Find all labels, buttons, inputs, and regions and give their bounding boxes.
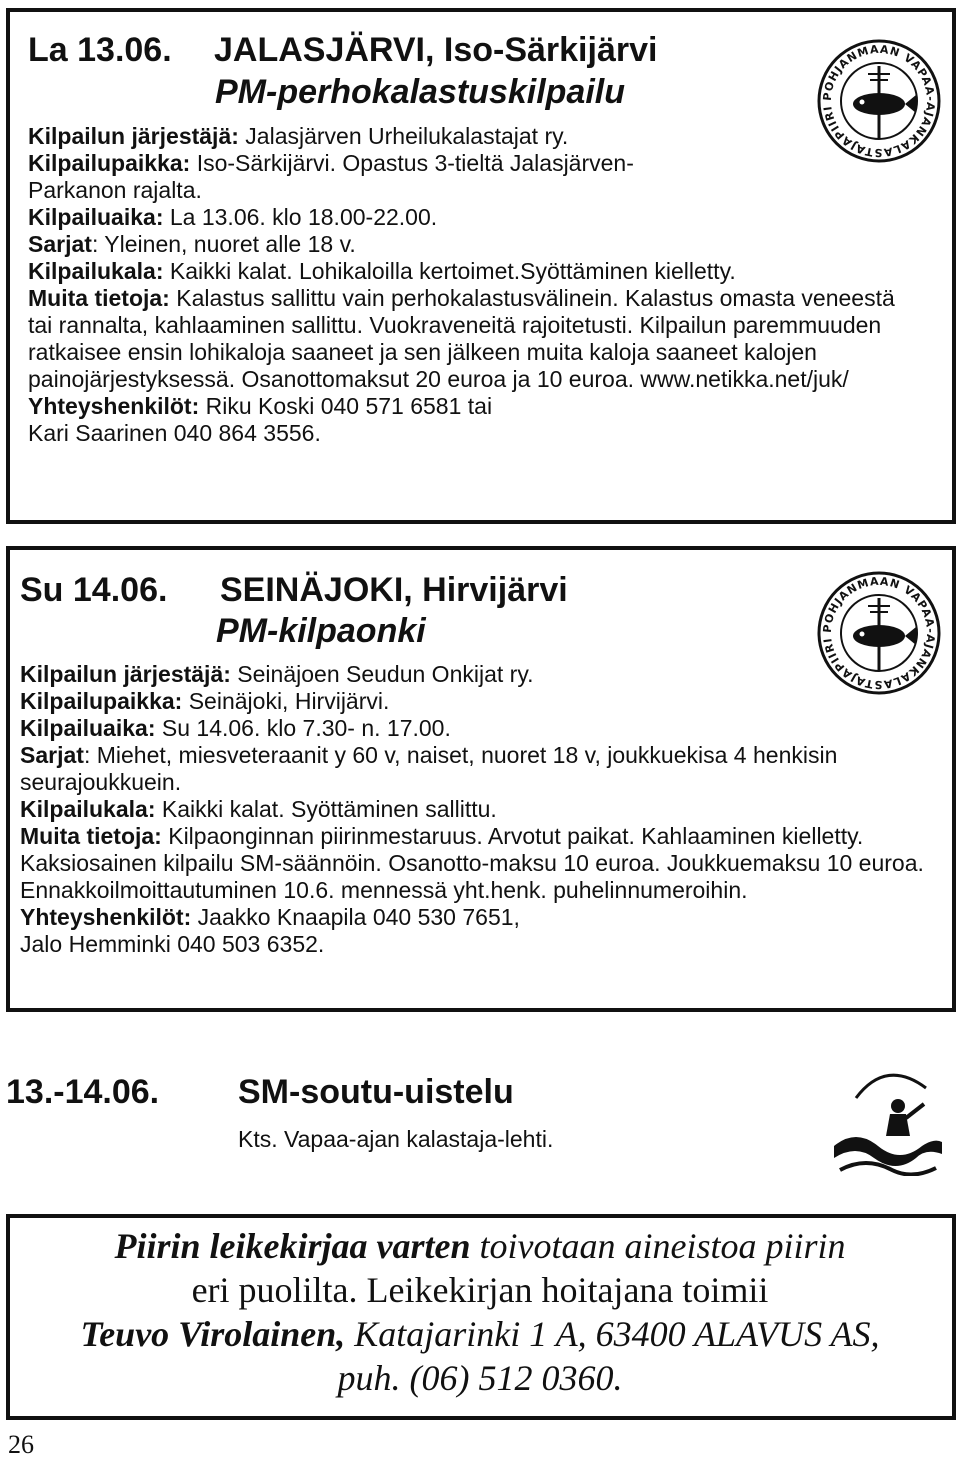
- other-info-value: Kilpaonginnan piirinmestaruus. Arvotut paikat. Kahlaaminen kielletty. Kaksiosainen kilpailu SM-säännöin. Osanotto-maksu 10 euroa. Joukkuemaksu 10 euroa. Ennakkoilmoittautuminen 10.6. mennessä yht.henk. puhelinnumeroihin.: [20, 823, 924, 903]
- trolling-fisherman-icon: [826, 1058, 944, 1176]
- event-note: Kts. Vapaa-ajan kalastaja-lehti.: [238, 1126, 554, 1152]
- time-value: La 13.06. klo 18.00-22.00.: [163, 204, 438, 230]
- fish-label: Kilpailukala:: [20, 796, 156, 822]
- other-info-label: Muita tietoja:: [28, 285, 170, 311]
- event-subtitle: PM-kilpaonki: [216, 612, 426, 650]
- time-label: Kilpailuaika:: [28, 204, 164, 230]
- series-label: Sarjat: [20, 742, 84, 768]
- event-date: Su 14.06.: [20, 571, 168, 609]
- fish-value: Kaikki kalat. Syöttäminen sallittu.: [155, 796, 497, 822]
- contact-name: Teuvo Virolainen,: [80, 1314, 346, 1354]
- contact-address: Katajarinki 1 A, 63400 ALAVUS AS,: [345, 1314, 880, 1354]
- contacts-value-cont: Kari Saarinen 040 864 3556.: [28, 420, 321, 446]
- series-value: : Yleinen, nuoret alle 18 v.: [91, 231, 356, 257]
- clipbook-notice: [20, 1224, 940, 1400]
- venue-value-cont: Parkanon rajalta.: [28, 177, 202, 203]
- organizer-label: Kilpailun järjestäjä:: [20, 661, 231, 687]
- event-date: La 13.06.: [28, 31, 172, 69]
- contact-phone: puh. (06) 512 0360.: [337, 1358, 623, 1398]
- organizer-value: Jalasjärven Urheilukalastajat ry.: [238, 123, 569, 149]
- svg-text:POHJANMAAN VAPAA-AJANKALASTAJA: POHJANMAAN VAPAA-AJANKALASTAJAPIIRI: [820, 42, 938, 160]
- venue-label: Kilpailupaikka:: [20, 688, 183, 714]
- notice-text: eri puolilta. Leikekirjan hoitajana toimii: [191, 1270, 769, 1310]
- event-subtitle: PM-perhokalastuskilpailu: [215, 73, 625, 111]
- series-label: Sarjat: [28, 231, 92, 257]
- page-number: 26: [8, 1430, 34, 1459]
- other-info-value: Kalastus sallittu vain perhokalastusvälinein. Kalastus omasta veneestä tai rannalta, kahlaaminen sallittu. Vuokraveneitä rajoitetusti. Kilpailun paremmuuden ratkaisee ensin lohikaloja saaneet ja sen jälkeen muita kaloja saaneet kalojen painojärjestyksessä. Osanottomaksut 20 euroa ja 10 euroa. www.netikka.net/juk/: [28, 285, 895, 392]
- time-value: Su 14.06. klo 7.30- n. 17.00.: [155, 715, 451, 741]
- organizer-label: Kilpailun järjestäjä:: [28, 123, 239, 149]
- event-details: [28, 123, 908, 447]
- fish-label: Kilpailukala:: [28, 258, 164, 284]
- event-title: [28, 30, 657, 70]
- venue-value: Iso-Särkijärvi. Opastus 3-tieltä Jalasjärven-: [190, 150, 634, 176]
- contacts-value: Jaakko Knaapila 040 530 7651,: [191, 904, 520, 930]
- contacts-value: Riku Koski 040 571 6581 tai: [199, 393, 493, 419]
- time-label: Kilpailuaika:: [20, 715, 156, 741]
- organizer-value: Seinäjoen Seudun Onkijat ry.: [230, 661, 534, 687]
- contacts-label: Yhteyshenkilöt:: [28, 393, 200, 419]
- contacts-label: Yhteyshenkilöt:: [20, 904, 192, 930]
- event-details: [20, 661, 932, 958]
- event-name: SM-soutu-uistelu: [238, 1073, 514, 1111]
- notice-text: toivotaan aineistoa piirin: [470, 1226, 846, 1266]
- contacts-value-cont: Jalo Hemminki 040 503 6352.: [20, 931, 325, 957]
- svg-text:POHJANMAAN VAPAA-AJANKALASTAJA: POHJANMAAN VAPAA-AJANKALASTAJAPIIRI: [820, 574, 938, 692]
- event-title: [20, 570, 568, 610]
- event-date: 13.-14.06.: [6, 1073, 160, 1111]
- venue-value: Seinäjoki, Hirvijärvi.: [182, 688, 390, 714]
- event-place: JALASJÄRVI, Iso-Särkijärvi: [214, 31, 658, 69]
- venue-label: Kilpailupaikka:: [28, 150, 191, 176]
- fish-value: Kaikki kalat. Lohikaloilla kertoimet.Syöttäminen kielletty.: [163, 258, 736, 284]
- other-info-label: Muita tietoja:: [20, 823, 162, 849]
- event-place: SEINÄJOKI, Hirvijärvi: [220, 571, 568, 609]
- event-title: [6, 1072, 514, 1112]
- series-value: : Miehet, miesveteraanit y 60 v, naiset, nuoret 18 v, joukkuekisa 4 henkisin seurajoukkuein.: [20, 742, 838, 795]
- notice-lead: Piirin leikekirjaa varten: [114, 1226, 471, 1266]
